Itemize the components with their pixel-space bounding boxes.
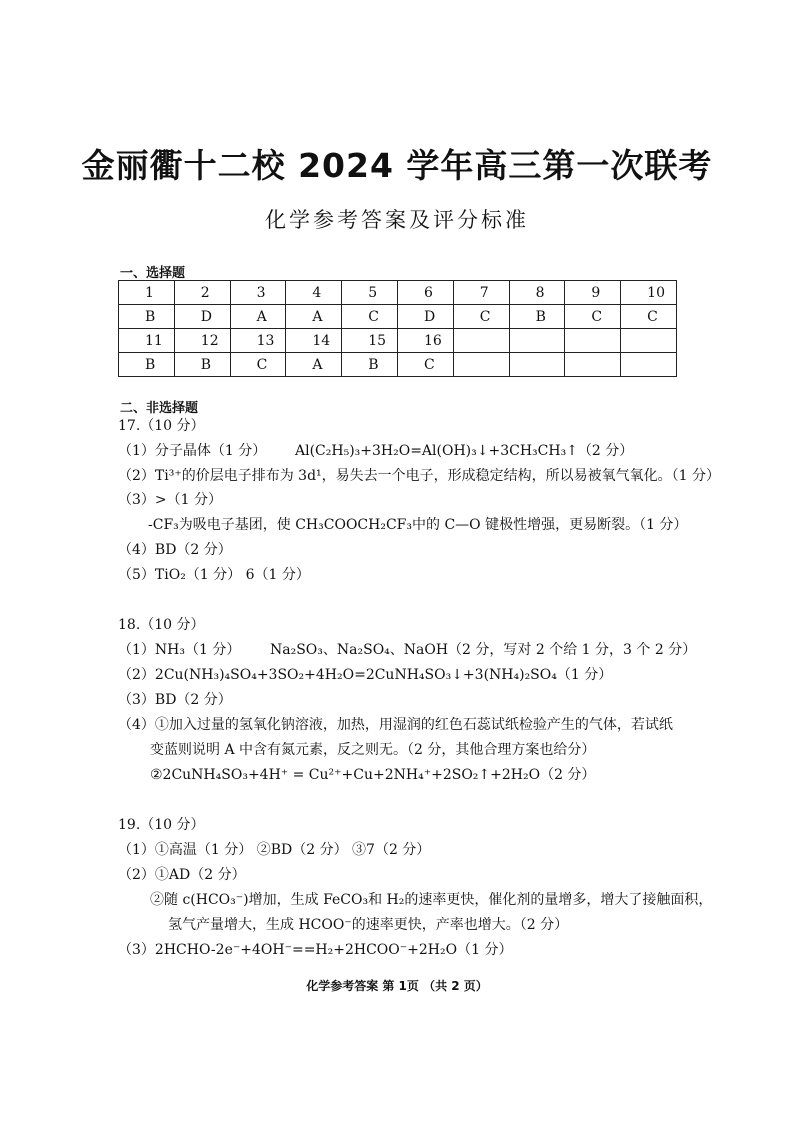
table-row xyxy=(119,281,677,305)
q17-line1-b: Al(C₂H₅)₃+3H₂O=Al(OH)₃↓+3CH₃CH₃↑（2 分） xyxy=(295,443,634,459)
q18-line4-a: （4）①加入过量的氢氧化钠溶液，加热，用湿润的红色石蕊试纸检验产生的气体，若试纸 xyxy=(118,717,673,733)
q19-title: 19.（10 分） xyxy=(118,817,205,833)
q19-line1: （1）①高温（1 分） ②BD（2 分） ③7（2 分） xyxy=(118,842,431,858)
table-cell: A xyxy=(230,305,286,329)
table-cell: D xyxy=(174,305,230,329)
table-cell: C xyxy=(565,305,621,329)
q18-line1-b: Na₂SO₃、Na₂SO₄、NaOH（2 分，写对 2 个给 1 分，3 个 2 分） xyxy=(270,642,697,658)
table-cell: 5 xyxy=(342,281,398,305)
q18-line4-b: 变蓝则说明 A 中含有氮元素，反之则无。（2 分，其他合理方案也给分） xyxy=(150,742,596,758)
page-title: 金丽衢十二校 2024 学年高三第一次联考 xyxy=(81,146,713,185)
table-cell xyxy=(509,353,565,377)
section-heading-nonchoice: 二、非选择题 xyxy=(120,401,199,416)
table-cell: C xyxy=(342,305,398,329)
q17-line3: （3）>（1 分） xyxy=(118,492,222,508)
q17-title: 17.（10 分） xyxy=(118,418,205,434)
table-row xyxy=(119,329,677,353)
q18-line2: （2）2Cu(NH₃)₄SO₄+3SO₂+4H₂O=2CuNH₄SO₃↓+3(NH₄)₂SO₄（1 分） xyxy=(118,667,613,683)
table-cell: A xyxy=(286,305,342,329)
section-heading-choice: 一、选择题 xyxy=(120,266,186,281)
table-cell: 11 xyxy=(119,329,175,353)
q19-line2-b: ②随 c(HCO₃⁻)增加，生成 FeCO₃和 H₂的速率更快，催化剂的量增多，增大了接触面积， xyxy=(150,892,713,908)
table-cell: B xyxy=(119,353,175,377)
table-cell: C xyxy=(230,353,286,377)
table-cell: B xyxy=(174,353,230,377)
choice-answer-table xyxy=(118,280,677,377)
table-cell xyxy=(453,329,509,353)
q18-line3: （3）BD（2 分） xyxy=(118,692,232,708)
table-row xyxy=(119,305,677,329)
table-cell: C xyxy=(621,305,677,329)
table-cell: 7 xyxy=(453,281,509,305)
table-cell xyxy=(565,353,621,377)
table-cell: D xyxy=(397,305,453,329)
page-subtitle: 化学参考答案及评分标准 xyxy=(265,208,529,232)
table-cell: 4 xyxy=(286,281,342,305)
table-cell: 9 xyxy=(565,281,621,305)
table-cell: 16 xyxy=(397,329,453,353)
table-cell xyxy=(565,329,621,353)
table-cell xyxy=(621,329,677,353)
table-cell xyxy=(509,329,565,353)
q19-line2: （2）①AD（2 分） xyxy=(118,867,246,883)
table-cell: 2 xyxy=(174,281,230,305)
q17-line4: （4）BD（2 分） xyxy=(118,542,232,558)
table-cell: A xyxy=(286,353,342,377)
q18-line4-c: ②2CuNH₄SO₃+4H⁺ = Cu²⁺+Cu+2NH₄⁺+2SO₂↑+2H₂O（2 分） xyxy=(150,767,596,783)
table-cell xyxy=(453,353,509,377)
q17-line2: （2）Ti³⁺的价层电子排布为 3d¹，易失去一个电子，形成稳定结构，所以易被氧气氧化。（1 分） xyxy=(118,468,721,484)
table-row xyxy=(119,353,677,377)
table-cell xyxy=(621,353,677,377)
table-cell: 12 xyxy=(174,329,230,353)
q18-line1-a: （1）NH₃（1 分） xyxy=(118,642,241,658)
table-cell: C xyxy=(397,353,453,377)
table-cell: 15 xyxy=(342,329,398,353)
q17-line1-a: （1）分子晶体（1 分） xyxy=(118,443,267,459)
table-cell: C xyxy=(453,305,509,329)
table-cell: 10 xyxy=(621,281,677,305)
table-cell: 1 xyxy=(119,281,175,305)
table-cell: 3 xyxy=(230,281,286,305)
table-cell: 6 xyxy=(397,281,453,305)
page-footer: 化学参考答案 第 1页 （共 2 页） xyxy=(306,979,488,993)
q18-title: 18.（10 分） xyxy=(118,617,205,633)
table-cell: B xyxy=(119,305,175,329)
q19-line3: （3）2HCHO-2e⁻+4OH⁻==H₂+2HCOO⁻+2H₂O（1 分） xyxy=(118,942,513,958)
q17-line3-explain: -CF₃为吸电子基团，使 CH₃COOCH₂CF₃中的 C—O 键极性增强，更易断裂。（1 分） xyxy=(148,517,688,533)
table-cell: B xyxy=(509,305,565,329)
table-cell: 13 xyxy=(230,329,286,353)
table-cell: B xyxy=(342,353,398,377)
q19-line2-c: 氢气产量增大，生成 HCOO⁻的速率更快，产率也增大。（2 分） xyxy=(168,917,569,933)
table-cell: 8 xyxy=(509,281,565,305)
table-cell: 14 xyxy=(286,329,342,353)
q17-line5: （5）TiO₂（1 分） 6（1 分） xyxy=(118,567,310,583)
